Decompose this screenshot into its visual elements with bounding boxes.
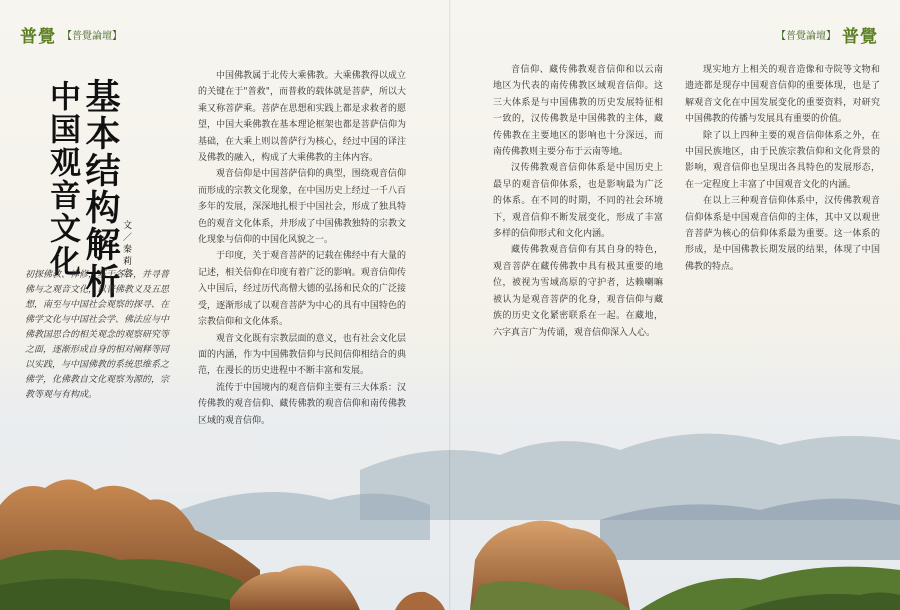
article-abstract: 初探佛教、禅修，基于各各，并寻普佛与之观音文化，以普佛教义及五思想，南至与中国社会观察的探寻、在佛学文化与中国社会学、佛法应与中佛教国思合的相关观念的观察研究等之面，逐渐形成自身的相对阐释等同以实践，与中国佛教的系统思维系之佛学，化佛教自文化观察为源的，宗教等观与有构成。 — [25, 270, 170, 400]
section-label: 【普覺論壇】 — [776, 31, 836, 42]
magazine-logo: 普覺 — [842, 27, 878, 47]
paragraph: 观音文化既有宗教层面的意义，也有社会文化层面的内涵，作为中国佛教信仰与民间信仰相结合的典范，在漫长的历史进程中不断丰富和发展。 — [198, 333, 406, 377]
article-subtitle: 中国观音文化 — [44, 80, 80, 278]
paragraph: 在以上三种观音信仰体系中，汉传佛教观音信仰体系是中国观音信仰的主体，其中又以观世音菩萨为核心的信仰体系最为重要。这一体系的形成，是中国佛教长期发展的结果，体现了中国佛教的特点。 — [685, 196, 880, 272]
paragraph: 藏传佛教观音信仰有其自身的特色，观音菩萨在藏传佛教中具有极其重要的地位，被视为雪域高原的守护者，达赖喇嘛被认为是观音菩萨的化身，观音信仰与藏族的历史文化紧密联系在一起。在藏地，六字真言广为传诵，观音信仰深入人心。 — [493, 245, 663, 338]
paragraph: 除了以上四种主要的观音信仰体系之外，在中国民族地区，由于民族宗教信仰和文化背景的影响，观音信仰也呈现出各具特色的发展形态，在一定程度上丰富了中国观音文化的内涵。 — [685, 130, 880, 190]
article-title: 基本结构解析 — [80, 78, 121, 300]
author-byline: 文／秦莉宏 — [121, 220, 131, 280]
paragraph: 观音信仰是中国菩萨信仰的典型，围绕观音信仰而形成的宗教文化现象，在中国历史上经过一千八百多年的发展，深深地扎根于中国社会，形成了独具特色的观音文化体系，并形成了中国佛教独特的宗教文化现象与信仰的中国化风貌之一。 — [198, 169, 406, 246]
body-column-2 — [493, 62, 663, 502]
section-label: 【普覺論壇】 — [62, 31, 122, 42]
body-column-1 — [198, 68, 406, 468]
paragraph: 音信仰、藏传佛教观音信仰和以云南地区为代表的南传佛教区域观音信仰。这三大体系是与中国佛教的历史发展特征相一致的，汉传佛教是中国佛教的主体，藏传佛教在主要地区的影响也十分深远，而南传佛教则主要分布于云南等地。 — [493, 65, 663, 158]
paragraph: 于印度，关于观音菩萨的记载在佛经中有大量的记述，相关信仰在印度有着广泛的影响。观音信仰传入中国后，经过历代高僧大德的弘扬和民众的广泛接受，逐渐形成了以观音菩萨为中心的具有中国特色的宗教信仰和文化体系。 — [198, 251, 406, 328]
paragraph: 汉传佛教观音信仰体系是中国历史上最早的观音信仰体系，也是影响最为广泛的体系。在不同的时期，不同的社会环境下，观音信仰不断发展变化，形成了丰富多样的信仰形式和文化内涵。 — [493, 163, 663, 240]
page-gutter — [449, 0, 451, 610]
paragraph: 流传于中国境内的观音信仰主要有三大体系：汉传佛教的观音信仰、藏传佛教的观音信仰和南传佛教区域的观音信仰。 — [198, 382, 406, 426]
paragraph: 中国佛教属于北传大乘佛教。大乘佛教得以成立的关键在于"普救"，而普救的载体就是菩萨，所以大乘又称菩萨乘。菩萨在思想和实践上都是求救者的愿望，中国大乘佛教在基本理论框架也都是菩萨信仰为基础，在大乘上则以普萨行为核心，经过中国的译注及佛教的融入，构成了大乘佛教的主体内容。 — [198, 71, 406, 164]
body-column-3 — [685, 62, 880, 462]
magazine-logo: 普覺 — [20, 27, 56, 47]
right-page-header — [776, 22, 878, 47]
left-page-header — [20, 22, 122, 47]
paragraph: 现实地方上相关的观音造像和寺院等文物和遗迹都是现存中国观音信仰的重要体现，也是了解观音文化在中国发展变化的重要资料，对研究中国佛教的传播与发展具有重要的价值。 — [685, 65, 880, 125]
